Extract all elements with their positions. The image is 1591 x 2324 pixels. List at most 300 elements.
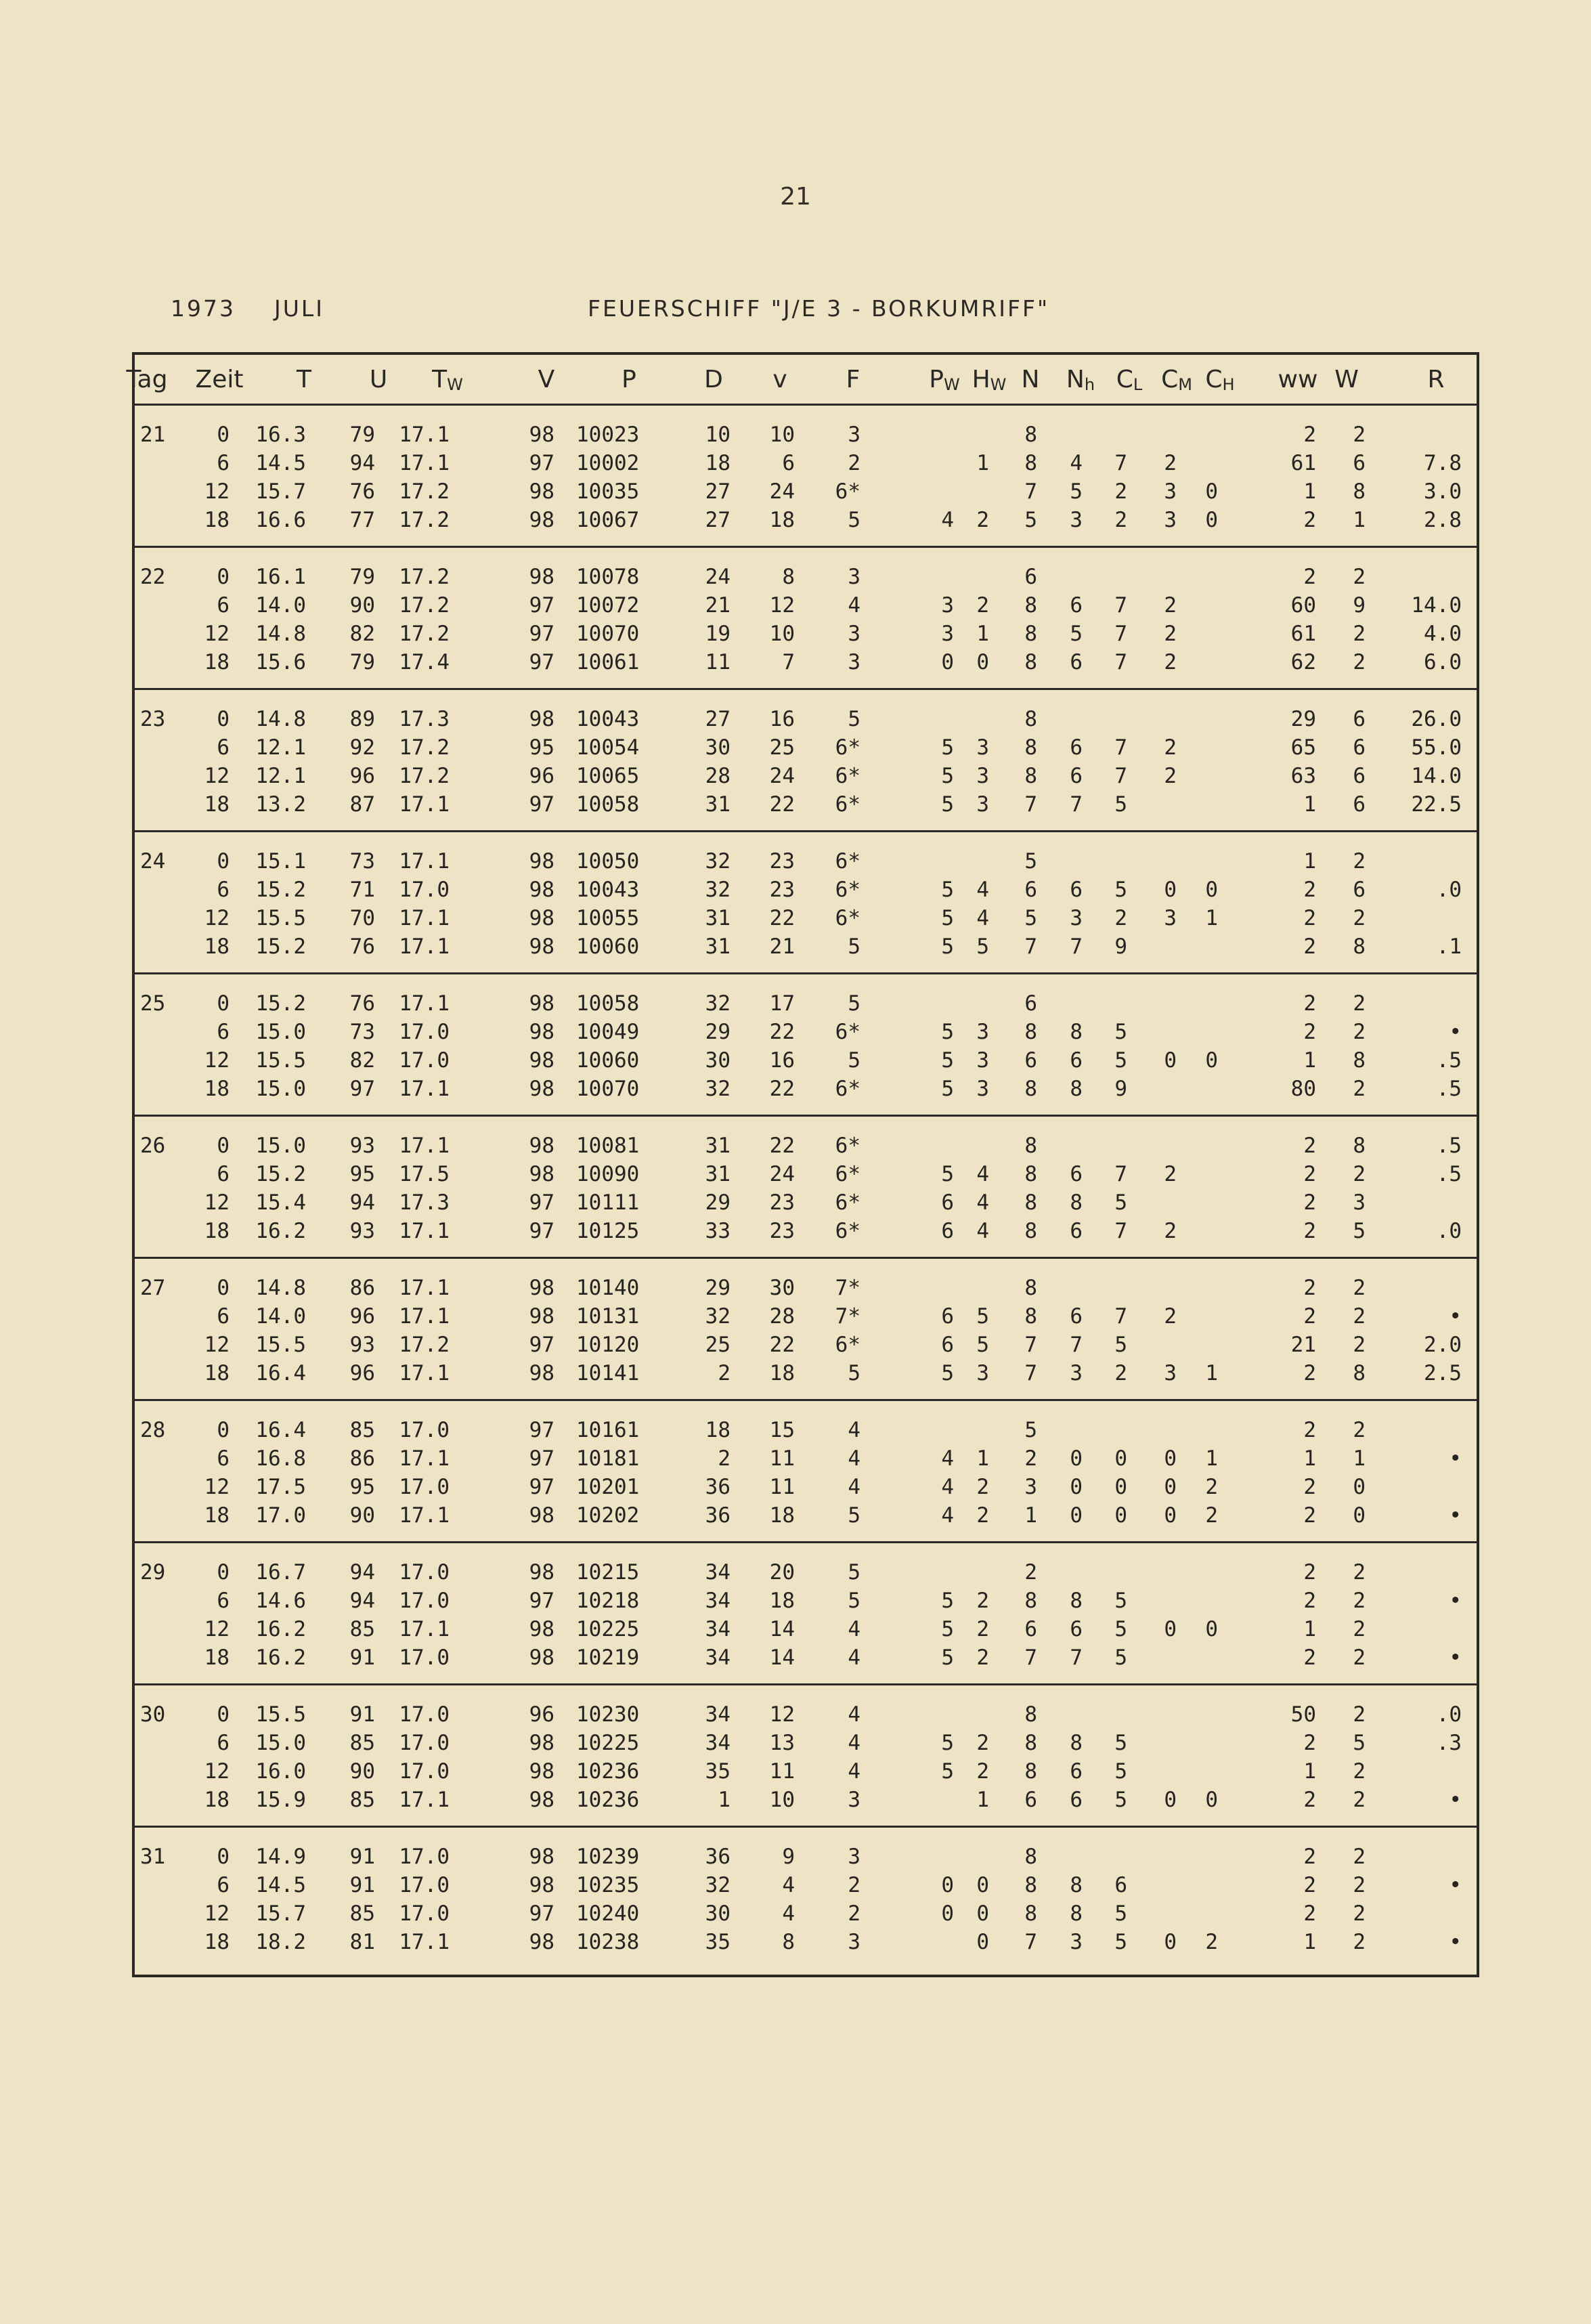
cell-t: 16.2	[255, 1617, 306, 1641]
cell-n: 8	[1024, 1304, 1037, 1329]
cell-zeit: 6	[217, 1304, 230, 1329]
cell-v-speed: 24	[769, 764, 795, 788]
cell-w: 2	[1353, 1020, 1366, 1044]
cell-cl: 0	[1114, 1446, 1127, 1471]
cell-v-speed: 30	[769, 1276, 795, 1300]
cell-tw: 17.1	[399, 423, 450, 447]
cell-p: 10070	[576, 1077, 640, 1101]
cell-w: 6	[1353, 764, 1366, 788]
cell-ww: 63	[1290, 764, 1316, 788]
cell-ww: 1	[1303, 792, 1316, 817]
cell-u: 86	[349, 1446, 375, 1471]
cell-n: 7	[1024, 1361, 1037, 1385]
cell-v: 97	[529, 1901, 554, 1926]
cell-r: .0	[1436, 1219, 1462, 1243]
cell-f: 3	[848, 565, 860, 589]
cell-u: 87	[349, 792, 375, 817]
cell-cm: 2	[1164, 1162, 1177, 1186]
cell-n: 8	[1024, 423, 1037, 447]
cell-ww: 2	[1303, 1276, 1316, 1300]
cell-hw: 2	[976, 1617, 989, 1641]
cell-p: 10238	[576, 1930, 640, 1954]
cell-nh: 6	[1070, 1219, 1083, 1243]
cell-d: 1	[718, 1788, 731, 1812]
cell-p: 10236	[576, 1759, 640, 1784]
cell-v-speed: 22	[769, 1333, 795, 1357]
cell-ch: 1	[1205, 1446, 1218, 1471]
cell-w: 1	[1353, 1446, 1366, 1471]
cell-nh: 6	[1070, 1788, 1083, 1812]
day-block	[135, 972, 1477, 1117]
cell-r: .0	[1436, 878, 1462, 902]
cell-r: •	[1449, 1446, 1462, 1471]
cell-nh: 0	[1070, 1475, 1083, 1499]
cell-zeit: 0	[217, 1845, 230, 1869]
cell-w: 2	[1353, 1759, 1366, 1784]
cell-zeit: 12	[204, 1190, 230, 1215]
cell-ch: 2	[1205, 1475, 1218, 1499]
day-tag: 21	[140, 423, 166, 447]
cell-w: 8	[1353, 1361, 1366, 1385]
cell-n: 2	[1024, 1560, 1037, 1585]
cell-t: 16.4	[255, 1361, 306, 1385]
cell-n: 6	[1024, 1048, 1037, 1073]
cell-zeit: 12	[204, 1048, 230, 1073]
cell-u: 94	[349, 1560, 375, 1585]
cell-t: 15.2	[255, 1162, 306, 1186]
cell-tw: 17.0	[399, 878, 450, 902]
column-header-cl: $C_L$	[1116, 366, 1143, 394]
cell-v: 98	[529, 1048, 554, 1073]
cell-f: 6*	[835, 1020, 860, 1044]
cell-f: 5	[848, 508, 860, 532]
cell-f: 4	[848, 1446, 860, 1471]
cell-cm: 0	[1164, 1617, 1177, 1641]
column-header-tw: $T_W$	[432, 366, 463, 394]
cell-cm: 2	[1164, 1219, 1177, 1243]
cell-nh: 6	[1070, 735, 1083, 760]
cell-w: 8	[1353, 1048, 1366, 1073]
cell-p: 10049	[576, 1020, 640, 1044]
cell-nh: 5	[1070, 622, 1083, 646]
cell-f: 6*	[835, 1162, 860, 1186]
cell-v: 97	[529, 1190, 554, 1215]
cell-p: 10236	[576, 1788, 640, 1812]
cell-zeit: 18	[204, 508, 230, 532]
cell-hw: 1	[976, 1446, 989, 1471]
cell-ww: 60	[1290, 593, 1316, 618]
day-block	[135, 546, 1477, 690]
cell-cm: 3	[1164, 906, 1177, 930]
cell-v-speed: 22	[769, 906, 795, 930]
cell-nh: 0	[1070, 1503, 1083, 1528]
cell-tw: 17.1	[399, 991, 450, 1016]
cell-p: 10002	[576, 451, 640, 475]
cell-zeit: 6	[217, 1589, 230, 1613]
cell-f: 3	[848, 650, 860, 674]
cell-zeit: 0	[217, 707, 230, 731]
day-tag: 23	[140, 707, 166, 731]
cell-cm: 0	[1164, 878, 1177, 902]
cell-n: 8	[1024, 707, 1037, 731]
cell-d: 32	[705, 849, 731, 874]
cell-cm: 3	[1164, 508, 1177, 532]
cell-f: 2	[848, 451, 860, 475]
cell-u: 81	[349, 1930, 375, 1954]
cell-v: 97	[529, 1475, 554, 1499]
cell-f: 6*	[835, 1333, 860, 1357]
cell-r: •	[1449, 1589, 1462, 1613]
cell-p: 10060	[576, 1048, 640, 1073]
cell-tw: 17.0	[399, 1759, 450, 1784]
cell-zeit: 12	[204, 1617, 230, 1641]
cell-u: 77	[349, 508, 375, 532]
cell-pw: 6	[941, 1219, 954, 1243]
cell-n: 7	[1024, 1645, 1037, 1670]
cell-v: 97	[529, 650, 554, 674]
cell-ww: 2	[1303, 1901, 1316, 1926]
header-year: 1973	[171, 295, 236, 322]
cell-pw: 3	[941, 593, 954, 618]
cell-zeit: 6	[217, 1020, 230, 1044]
cell-u: 85	[349, 1731, 375, 1755]
cell-v: 98	[529, 878, 554, 902]
cell-v: 97	[529, 1333, 554, 1357]
cell-f: 4	[848, 1418, 860, 1442]
cell-n: 8	[1024, 650, 1037, 674]
cell-f: 5	[848, 934, 860, 959]
cell-t: 14.9	[255, 1845, 306, 1869]
cell-zeit: 18	[204, 792, 230, 817]
cell-v-speed: 23	[769, 849, 795, 874]
cell-ww: 29	[1290, 707, 1316, 731]
cell-w: 0	[1353, 1475, 1366, 1499]
cell-t: 15.2	[255, 991, 306, 1016]
cell-cl: 5	[1114, 1788, 1127, 1812]
cell-n: 5	[1024, 906, 1037, 930]
cell-n: 8	[1024, 1845, 1037, 1869]
cell-zeit: 12	[204, 479, 230, 504]
cell-v: 97	[529, 1446, 554, 1471]
cell-ww: 2	[1303, 508, 1316, 532]
cell-d: 34	[705, 1589, 731, 1613]
cell-pw: 0	[941, 650, 954, 674]
cell-t: 14.0	[255, 1304, 306, 1329]
cell-r: .5	[1436, 1077, 1462, 1101]
cell-v: 98	[529, 508, 554, 532]
cell-nh: 6	[1070, 1759, 1083, 1784]
cell-n: 5	[1024, 849, 1037, 874]
cell-ww: 2	[1303, 1304, 1316, 1329]
cell-zeit: 18	[204, 1503, 230, 1528]
cell-v-speed: 22	[769, 1134, 795, 1158]
cell-v-speed: 16	[769, 707, 795, 731]
cell-p: 10072	[576, 593, 640, 618]
day-tag: 24	[140, 849, 166, 874]
cell-tw: 17.1	[399, 1361, 450, 1385]
cell-w: 2	[1353, 1845, 1366, 1869]
cell-cm: 2	[1164, 650, 1177, 674]
cell-pw: 4	[941, 508, 954, 532]
cell-cl: 5	[1114, 1333, 1127, 1357]
cell-zeit: 0	[217, 423, 230, 447]
cell-cm: 2	[1164, 1304, 1177, 1329]
cell-cl: 0	[1114, 1503, 1127, 1528]
cell-hw: 3	[976, 735, 989, 760]
cell-d: 18	[705, 1418, 731, 1442]
cell-ww: 61	[1290, 622, 1316, 646]
cell-ch: 2	[1205, 1503, 1218, 1528]
cell-zeit: 12	[204, 1759, 230, 1784]
cell-r: 2.0	[1424, 1333, 1462, 1357]
cell-w: 5	[1353, 1219, 1366, 1243]
cell-ww: 1	[1303, 479, 1316, 504]
cell-t: 14.6	[255, 1589, 306, 1613]
cell-ch: 1	[1205, 1361, 1218, 1385]
day-block	[135, 1399, 1477, 1543]
cell-v: 98	[529, 1077, 554, 1101]
cell-ww: 2	[1303, 906, 1316, 930]
cell-r: •	[1449, 1503, 1462, 1528]
cell-tw: 17.0	[399, 1702, 450, 1727]
cell-r: 26.0	[1411, 707, 1462, 731]
cell-w: 2	[1353, 1702, 1366, 1727]
cell-ww: 2	[1303, 1475, 1316, 1499]
cell-v: 97	[529, 1418, 554, 1442]
cell-nh: 8	[1070, 1077, 1083, 1101]
cell-u: 79	[349, 650, 375, 674]
cell-t: 15.0	[255, 1020, 306, 1044]
cell-f: 5	[848, 1361, 860, 1385]
cell-v: 95	[529, 735, 554, 760]
cell-zeit: 12	[204, 1901, 230, 1926]
cell-t: 15.7	[255, 1901, 306, 1926]
cell-v-speed: 12	[769, 1702, 795, 1727]
cell-ww: 2	[1303, 1361, 1316, 1385]
cell-zeit: 18	[204, 1219, 230, 1243]
cell-zeit: 0	[217, 1560, 230, 1585]
cell-u: 82	[349, 1048, 375, 1073]
cell-nh: 6	[1070, 878, 1083, 902]
cell-cl: 7	[1114, 735, 1127, 760]
cell-tw: 17.5	[399, 1162, 450, 1186]
cell-tw: 17.0	[399, 1020, 450, 1044]
cell-hw: 2	[976, 1475, 989, 1499]
cell-t: 15.5	[255, 906, 306, 930]
cell-r: .3	[1436, 1731, 1462, 1755]
cell-ww: 50	[1290, 1702, 1316, 1727]
cell-d: 29	[705, 1020, 731, 1044]
cell-d: 31	[705, 906, 731, 930]
cell-d: 27	[705, 508, 731, 532]
cell-zeit: 6	[217, 451, 230, 475]
cell-tw: 17.0	[399, 1901, 450, 1926]
cell-hw: 2	[976, 1645, 989, 1670]
cell-cl: 7	[1114, 622, 1127, 646]
cell-u: 95	[349, 1475, 375, 1499]
cell-pw: 3	[941, 622, 954, 646]
cell-n: 8	[1024, 1589, 1037, 1613]
cell-zeit: 0	[217, 1702, 230, 1727]
cell-tw: 17.2	[399, 764, 450, 788]
cell-f: 5	[848, 991, 860, 1016]
cell-f: 6*	[835, 735, 860, 760]
cell-tw: 17.3	[399, 707, 450, 731]
cell-u: 85	[349, 1418, 375, 1442]
cell-f: 4	[848, 1645, 860, 1670]
day-tag: 22	[140, 565, 166, 589]
cell-pw: 4	[941, 1475, 954, 1499]
cell-u: 76	[349, 934, 375, 959]
cell-d: 2	[718, 1361, 731, 1385]
cell-nh: 3	[1070, 1930, 1083, 1954]
cell-d: 31	[705, 934, 731, 959]
cell-v: 98	[529, 1020, 554, 1044]
cell-v-speed: 6	[782, 451, 795, 475]
cell-f: 6*	[835, 479, 860, 504]
cell-ww: 61	[1290, 451, 1316, 475]
cell-nh: 6	[1070, 764, 1083, 788]
header-title: FEUERSCHIFF "J/E 3 - BORKUMRIFF"	[588, 295, 1050, 322]
cell-tw: 17.2	[399, 622, 450, 646]
day-tag: 31	[140, 1845, 166, 1869]
cell-t: 15.9	[255, 1788, 306, 1812]
cell-t: 15.4	[255, 1190, 306, 1215]
cell-tw: 17.0	[399, 1475, 450, 1499]
cell-ww: 2	[1303, 1503, 1316, 1528]
cell-v: 98	[529, 1759, 554, 1784]
cell-w: 8	[1353, 934, 1366, 959]
cell-v-speed: 16	[769, 1048, 795, 1073]
cell-zeit: 18	[204, 1077, 230, 1101]
cell-t: 16.8	[255, 1446, 306, 1471]
cell-cm: 2	[1164, 593, 1177, 618]
cell-tw: 17.0	[399, 1731, 450, 1755]
day-block	[135, 1257, 1477, 1401]
cell-v: 97	[529, 622, 554, 646]
cell-p: 10125	[576, 1219, 640, 1243]
cell-pw: 5	[941, 1731, 954, 1755]
cell-hw: 2	[976, 508, 989, 532]
cell-t: 14.5	[255, 1873, 306, 1897]
cell-d: 34	[705, 1702, 731, 1727]
cell-v: 98	[529, 1503, 554, 1528]
column-header-w: W	[1334, 366, 1359, 393]
cell-p: 10235	[576, 1873, 640, 1897]
cell-ww: 2	[1303, 565, 1316, 589]
cell-v: 96	[529, 1702, 554, 1727]
cell-w: 2	[1353, 622, 1366, 646]
cell-nh: 7	[1070, 792, 1083, 817]
cell-w: 6	[1353, 878, 1366, 902]
cell-v: 98	[529, 423, 554, 447]
cell-n: 8	[1024, 1901, 1037, 1926]
cell-cl: 5	[1114, 1930, 1127, 1954]
cell-u: 70	[349, 906, 375, 930]
cell-d: 33	[705, 1219, 731, 1243]
cell-zeit: 0	[217, 1418, 230, 1442]
cell-tw: 17.2	[399, 479, 450, 504]
cell-pw: 5	[941, 1077, 954, 1101]
cell-w: 2	[1353, 423, 1366, 447]
cell-cm: 2	[1164, 764, 1177, 788]
cell-w: 2	[1353, 1418, 1366, 1442]
cell-n: 7	[1024, 792, 1037, 817]
cell-ww: 1	[1303, 1617, 1316, 1641]
cell-cl: 7	[1114, 593, 1127, 618]
cell-n: 8	[1024, 1759, 1037, 1784]
observation-table	[126, 352, 1479, 1977]
cell-n: 8	[1024, 593, 1037, 618]
cell-n: 7	[1024, 1930, 1037, 1954]
cell-t: 14.8	[255, 622, 306, 646]
cell-d: 32	[705, 878, 731, 902]
cell-w: 2	[1353, 849, 1366, 874]
cell-p: 10218	[576, 1589, 640, 1613]
cell-t: 14.8	[255, 1276, 306, 1300]
cell-p: 10230	[576, 1702, 640, 1727]
day-block	[135, 404, 1477, 548]
cell-zeit: 6	[217, 1162, 230, 1186]
cell-hw: 3	[976, 764, 989, 788]
cell-u: 96	[349, 1304, 375, 1329]
cell-d: 30	[705, 1048, 731, 1073]
cell-d: 32	[705, 1304, 731, 1329]
cell-f: 3	[848, 1930, 860, 1954]
cell-p: 10055	[576, 906, 640, 930]
cell-n: 8	[1024, 1162, 1037, 1186]
cell-tw: 17.2	[399, 508, 450, 532]
cell-hw: 0	[976, 1930, 989, 1954]
cell-t: 15.5	[255, 1048, 306, 1073]
cell-f: 7*	[835, 1304, 860, 1329]
cell-tw: 17.2	[399, 565, 450, 589]
cell-p: 10061	[576, 650, 640, 674]
cell-ww: 65	[1290, 735, 1316, 760]
cell-w: 2	[1353, 1077, 1366, 1101]
cell-nh: 7	[1070, 1645, 1083, 1670]
cell-v: 98	[529, 991, 554, 1016]
cell-w: 2	[1353, 1873, 1366, 1897]
cell-d: 29	[705, 1276, 731, 1300]
cell-n: 2	[1024, 1446, 1037, 1471]
cell-w: 1	[1353, 508, 1366, 532]
day-tag: 30	[140, 1702, 166, 1727]
column-header-tag: Tag	[126, 366, 168, 393]
cell-u: 93	[349, 1134, 375, 1158]
cell-r: 3.0	[1424, 479, 1462, 504]
cell-p: 10081	[576, 1134, 640, 1158]
cell-r: .0	[1436, 1702, 1462, 1727]
cell-nh: 8	[1070, 1020, 1083, 1044]
cell-d: 34	[705, 1617, 731, 1641]
cell-r: •	[1449, 1020, 1462, 1044]
cell-ww: 2	[1303, 1788, 1316, 1812]
cell-n: 8	[1024, 1077, 1037, 1101]
cell-ch: 0	[1205, 508, 1218, 532]
cell-ww: 2	[1303, 934, 1316, 959]
cell-u: 76	[349, 991, 375, 1016]
cell-v: 98	[529, 707, 554, 731]
cell-ww: 1	[1303, 1759, 1316, 1784]
cell-pw: 0	[941, 1901, 954, 1926]
cell-v: 97	[529, 792, 554, 817]
cell-p: 10043	[576, 878, 640, 902]
cell-tw: 17.4	[399, 650, 450, 674]
cell-v-speed: 23	[769, 1219, 795, 1243]
cell-hw: 0	[976, 1873, 989, 1897]
cell-pw: 5	[941, 1361, 954, 1385]
